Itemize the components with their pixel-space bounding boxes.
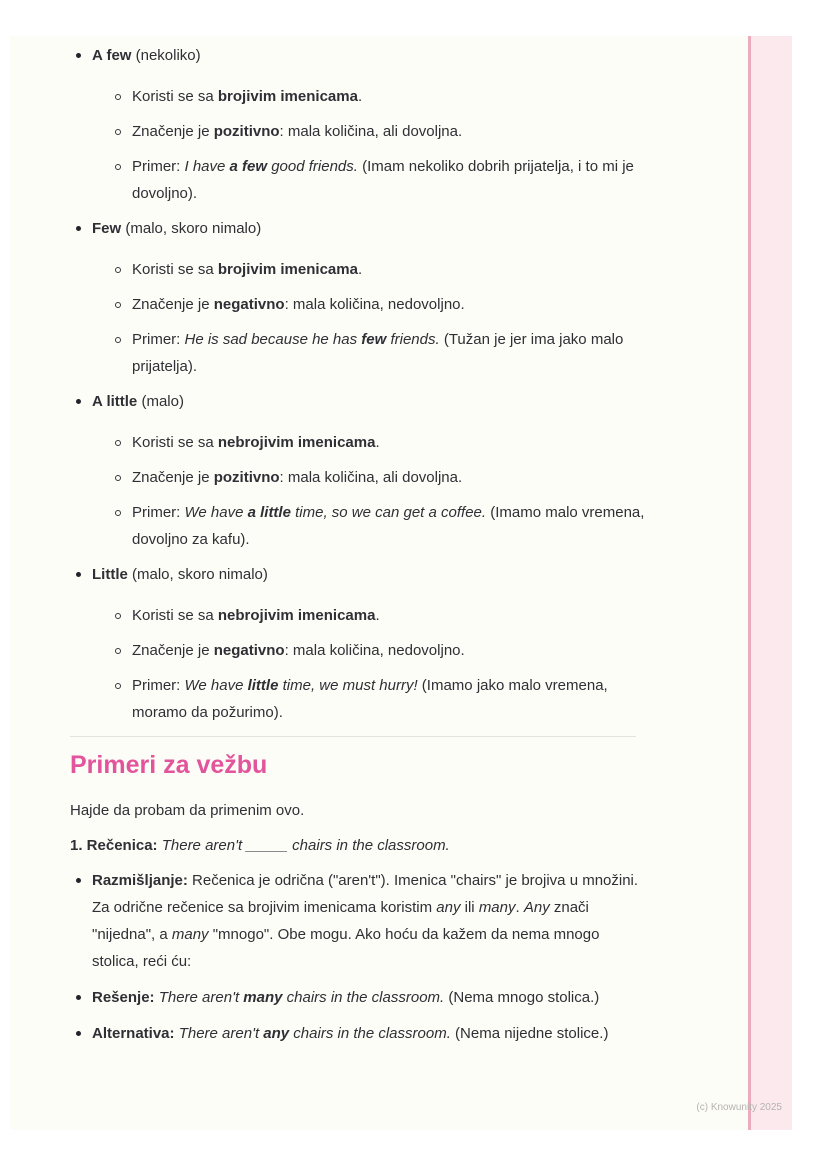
- term-points: [112, 602, 650, 726]
- term-point: Primer: He is sad because he has few friends. (Tužan je jer ima jako malo prijatelja).: [112, 326, 650, 380]
- quantifier-term-list: [70, 42, 650, 726]
- term-point: Primer: We have a little time, so we can get a coffee. (Imamo malo vremena, dovoljno za kafu).: [112, 499, 650, 553]
- practice-sentence: 1. Rečenica: There aren't _____ chairs in the classroom.: [70, 837, 450, 854]
- section-divider: [70, 736, 636, 737]
- term-point: Primer: We have little time, we must hurry! (Imamo jako malo vremena, moramo da požurimo).: [112, 672, 650, 726]
- term-point: Koristi se sa nebrojivim imenicama.: [112, 602, 650, 629]
- pink-margin-stripe: [748, 36, 792, 1130]
- practice-bullet-list: [70, 867, 650, 1047]
- term-points: [112, 83, 650, 207]
- term-points: [112, 256, 650, 380]
- term-title: Few (malo, skoro nimalo): [92, 220, 262, 237]
- practice-intro: Hajde da probam da primenim ovo.: [70, 802, 305, 819]
- term-points: [112, 429, 650, 553]
- term-title: Little (malo, skoro nimalo): [92, 566, 268, 583]
- term-item-a-few: [70, 42, 650, 207]
- practice-bullet-alternative: Alternativa: There aren't any chairs in the classroom. (Nema nijedne stolice.): [70, 1020, 650, 1047]
- term-point: Koristi se sa nebrojivim imenicama.: [112, 429, 650, 456]
- term-point: Značenje je pozitivno: mala količina, ali dovoljna.: [112, 118, 650, 145]
- term-point: Primer: I have a few good friends. (Imam nekoliko dobrih prijatelja, i to mi je dovoljno).: [112, 153, 650, 207]
- term-point: Koristi se sa brojivim imenicama.: [112, 83, 650, 110]
- term-title: A little (malo): [92, 393, 184, 410]
- term-item-few: [70, 215, 650, 380]
- practice-heading: Primeri za vežbu: [70, 751, 268, 779]
- practice-bullet-thinking: Razmišljanje: Rečenica je odrična ("aren't"). Imenica "chairs" je brojiva u množini. Za odrične rečenice sa brojivim imenicama koristim any ili many. Any znači "nijedna", a many "mnogo". Obe mogu. Ako hoću da kažem da nema mnogo stolica, reći ću:: [70, 867, 650, 975]
- document-content: [70, 42, 650, 1056]
- term-point: Koristi se sa brojivim imenicama.: [112, 256, 650, 283]
- term-title: A few (nekoliko): [92, 47, 201, 64]
- term-point: Značenje je pozitivno: mala količina, ali dovoljna.: [112, 464, 650, 491]
- practice-bullet-solution: Rešenje: There aren't many chairs in the classroom. (Nema mnogo stolica.): [70, 984, 650, 1011]
- document-page: [10, 36, 792, 1130]
- term-point: Značenje je negativno: mala količina, nedovoljno.: [112, 637, 650, 664]
- term-point: Značenje je negativno: mala količina, nedovoljno.: [112, 291, 650, 318]
- term-item-little: [70, 561, 650, 726]
- watermark: (c) Knowunity 2025: [696, 1102, 782, 1113]
- term-item-a-little: [70, 388, 650, 553]
